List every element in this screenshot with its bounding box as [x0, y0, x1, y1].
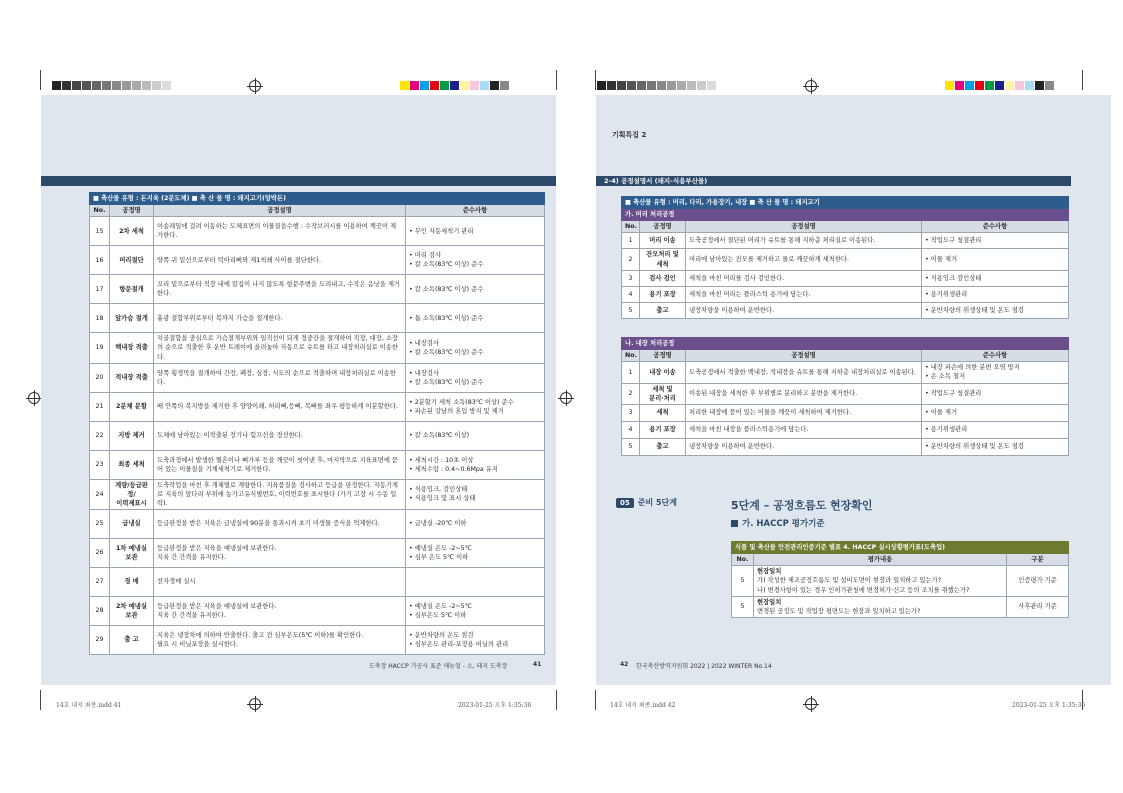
row-number: 24 [90, 479, 110, 509]
process-description: 이송레일에 걸려 이동하는 도체표면의 이물질을수행 : 수작브러시를 이용하여 깨끗이 제거한다. [154, 217, 406, 246]
slug-file-left: 14호 내지 최종.indd 41 [56, 702, 122, 709]
row-number: 20 [90, 363, 110, 392]
row-number: 25 [90, 510, 110, 539]
process-description: 등급판정을 받은 지육은 급냉실에 90분을 통과시켜 초기 미생물 증식을 억제한다. [154, 510, 406, 539]
compliance-items: • 운반차량의 온도 점검 • 심부온도 관리-포장용 비닐의 관리 [406, 626, 545, 655]
table-row [90, 479, 545, 509]
col-header-category: 구분 [1007, 554, 1069, 566]
evaluation-category: 인증평가 기준 [1007, 566, 1069, 596]
row-number: 18 [90, 304, 110, 333]
row-number: 5 [732, 596, 754, 617]
process-description: 도축공정에서 절단된 머리가 슈트를 통해 지하층 처리실로 이송된다. [686, 233, 922, 249]
col-header-content: 평가내용 [754, 554, 1007, 566]
row-number: 17 [90, 275, 110, 304]
process-description: 도축작업을 마친 후 개체별로 계량한다. 지육품질을 검사하고 등급을 판정한다. 자동기계로 지육의 앞다리 부위에 농가고유식별번호, 이력번호를 표시한다 (가기 고장 시 수동 입력). [154, 479, 406, 509]
process-description: 전자경매 실시 [154, 568, 406, 597]
evaluation-title: 현장일치 [757, 598, 782, 606]
process-name: 용기 포장 [640, 421, 686, 438]
row-number: 23 [90, 450, 110, 479]
process-name: 지방 제거 [110, 421, 154, 450]
table-row [90, 333, 545, 363]
step-label: 준비 5단계 [637, 498, 678, 507]
row-number: 3 [622, 270, 640, 286]
col-header-no: No. [732, 554, 754, 566]
row-number: 21 [90, 392, 110, 421]
section-header: 기획특집 2 [612, 131, 647, 139]
table-row [90, 304, 545, 333]
table-caption: 식품 및 축산물 안전관리인증기준 별표 4. HACCP 실시상황평가표(도축업) [732, 542, 1069, 554]
evaluation-table [731, 541, 1069, 618]
step-number: 05 [616, 498, 634, 508]
table-caption-row [732, 542, 1069, 554]
process-description: 꼬리 밑으로부터 직장 내에 칼집이 나지 않도록 항문주변을 도려내고, 수작은 음낭을 제거한다. [154, 275, 406, 304]
crop-mark [40, 690, 41, 710]
process-description: 세척을 마친 머리는 플라스틱 용기에 담는다. [686, 286, 922, 302]
row-number: 15 [90, 217, 110, 246]
compliance-items: • 내장 파손에 의한 분변 오염 방지 • 손 소독 철저 [922, 362, 1069, 383]
square-bullet-icon [731, 520, 738, 527]
table-caption: ■ 축산물 유형 : 머리, 다리, 가용장기, 내장 ■ 축 산 물 명 : 돼지고기 [622, 197, 1069, 209]
process-description: 도체에 남아있는 이작출된 장기나 힘프선을 정선한다. [154, 421, 406, 450]
color-bar-left-cmyk [400, 81, 509, 90]
compliance-items: • 운반차량의 위생상태 및 온도 점검 [922, 438, 1069, 455]
right-page [596, 95, 1111, 685]
process-name: 백내장 적출 [110, 333, 154, 363]
compliance-items: • 칼 소독(83℃ 이상) [406, 421, 545, 450]
table-row [622, 362, 1069, 383]
col-header-name: 공정명 [640, 350, 686, 362]
table-row [90, 539, 545, 568]
color-bar-right-cmyk [945, 81, 1054, 90]
table-section-row [622, 209, 1069, 221]
evaluation-content [754, 566, 1007, 596]
compliance-items: • 무인 자동세척기 관리 [406, 217, 545, 246]
row-number: 16 [90, 246, 110, 275]
color-bar-right-gray [597, 81, 716, 90]
row-number: 1 [622, 362, 640, 383]
process-description: 등급판정을 받은 지육을 예냉실에 보관한다. 지육 간 간격을 유지한다. [154, 539, 406, 568]
process-name: 1차 예냉실 보관 [110, 539, 154, 568]
compliance-items: • 운반차량의 위생상태 및 온도 점검 [922, 302, 1069, 318]
compliance-items: • 이물 제거 [922, 249, 1069, 270]
crop-mark [556, 690, 557, 710]
compliance-items: • 작업도구 청결관리 [922, 383, 1069, 404]
col-header-desc: 공정설명 [686, 350, 922, 362]
process-name: 항문절개 [110, 275, 154, 304]
process-name: 2차 예냉실 보관 [110, 597, 154, 626]
compliance-items: • 톱 소독(83℃ 이상) 준수 [406, 304, 545, 333]
compliance-items: • 내장검사 • 칼 소독(83℃ 이상) 준수 [406, 363, 545, 392]
process-description: 처리한 내장에 묻어 있는 이물을 깨끗이 세척하여 제거한다. [686, 404, 922, 421]
col-header-no: No. [90, 205, 110, 217]
left-page [41, 95, 556, 685]
col-header-desc: 공정설명 [154, 205, 406, 217]
crop-mark [595, 690, 596, 710]
row-number: 5 [622, 302, 640, 318]
col-header-no: No. [622, 221, 640, 233]
table-row [90, 626, 545, 655]
table-row [622, 302, 1069, 318]
compliance-items: • 세척시간 : 10초 이상 • 세척수압 : 0.4~0.6Mpa 유지 [406, 450, 545, 479]
row-number: 27 [90, 568, 110, 597]
row-number: 2 [622, 249, 640, 270]
process-name: 출 고 [110, 626, 154, 655]
col-header-desc: 공정설명 [686, 221, 922, 233]
registration-mark-icon [560, 392, 572, 404]
process-name: 검사 검인 [640, 270, 686, 286]
folio-text: 한국축산방역지원회 2022 | 2022 WINTER No.14 [636, 663, 772, 670]
table-caption-row [90, 193, 545, 205]
process-name: 앞가슴 절개 [110, 304, 154, 333]
process-description: 도축과정에서 발생한 혈흔이나 뼈가루 등을 깨끗이 씻어낸 후, 마지막으로 지육표면에 묻어 있는 이물질을 기계세척기로 제거한다. [154, 450, 406, 479]
table-section-row [622, 338, 1069, 350]
process-description: 배 안쪽의 복지방을 제거한 후 양양이쇄, 허리뼈,등뼈, 목뼈를 좌우 평등하게 이분할한다. [154, 392, 406, 421]
slug-date-left: 2023-01-25 오후 1:35:36 [458, 702, 532, 709]
row-number: 5 [732, 566, 754, 596]
process-table-left [89, 192, 545, 655]
process-name: 출고 [640, 302, 686, 318]
crop-mark [556, 70, 557, 90]
process-name: 용기 포장 [640, 286, 686, 302]
process-name: 세척 [640, 404, 686, 421]
table-row [732, 596, 1069, 617]
row-number: 4 [622, 286, 640, 302]
left-header-band [41, 176, 556, 186]
color-bar-left-gray [52, 81, 171, 90]
table-row [622, 286, 1069, 302]
table-caption-row [622, 197, 1069, 209]
crop-mark [595, 70, 596, 90]
row-number: 22 [90, 421, 110, 450]
process-name: 최종 세척 [110, 450, 154, 479]
compliance-items: • 이물 제거 [922, 404, 1069, 421]
step-title: 5단계 – 공정흐름도 현장확인 [731, 499, 873, 512]
page-number: 41 [533, 661, 542, 668]
registration-mark-icon [805, 80, 817, 92]
step-subtitle-text: 가. HACCP 평가기준 [742, 519, 825, 529]
process-description: 양쪽 횡경막을 절개하여 간장, 폐장, 심장, 식도의 순으로 적출하며 내장처리실로 이송한다. [154, 363, 406, 392]
process-description: 지육은 냉장차에 의하여 반출한다. 출고 전 심부온도(5℃ 이하)를 확인한다. 필요 시 비닐포장을 실시한다. [154, 626, 406, 655]
evaluation-category: 사후관리 기준 [1007, 596, 1069, 617]
table-row [732, 566, 1069, 596]
process-table-viscera [621, 337, 1069, 456]
section-band: 2-4) 공정설명서 (돼지-식용부산물) [596, 176, 1071, 186]
process-name: 2분체 분할 [110, 392, 154, 421]
table-row [90, 363, 545, 392]
compliance-items: • 2분할기 세척 소독(83℃ 이상) 준수 • 파손된 강날의 혼입 방지 및 제거 [406, 392, 545, 421]
process-description: 도축공정에서 적출한 백내장, 적내장을 슈트를 통해 지하층 내장처리실로 이송된다. [686, 362, 922, 383]
row-number: 1 [622, 233, 640, 249]
table-row [90, 421, 545, 450]
slug-file-right: 14호 내지 최종.indd 42 [610, 702, 676, 709]
process-name: 급냉실 [110, 510, 154, 539]
row-number: 2 [622, 383, 640, 404]
row-number: 5 [622, 438, 640, 455]
registration-mark-icon [805, 698, 817, 710]
process-description: 치골결합을 중심으로 가슴절개부위와 일직선이 되게 정중간을 절개하여 직장, 대장, 소장의 순으로 적출한 후 운반 트레이에 올려놓아 자동으로 슈트를 타고 내장처리실로 이송한다. [154, 333, 406, 363]
row-number: 28 [90, 597, 110, 626]
table-row [622, 270, 1069, 286]
process-name: 출고 [640, 438, 686, 455]
crop-mark [40, 70, 41, 90]
table-row [622, 421, 1069, 438]
col-header-req: 준수사항 [922, 350, 1069, 362]
table-header-row [622, 350, 1069, 362]
compliance-items: • 작업도구 청결관리 [922, 233, 1069, 249]
col-header-name: 공정명 [640, 221, 686, 233]
process-description: 냉장차량을 이용하여 운반한다. [686, 302, 922, 318]
registration-mark-icon [249, 698, 261, 710]
registration-mark-icon [28, 392, 40, 404]
process-description: 등급판정을 받은 지육을 예냉실에 보관한다. 지육 간 간격을 유지한다. [154, 597, 406, 626]
col-header-req: 준수사항 [406, 205, 545, 217]
compliance-items: • 머리 검사 • 칼 소독(83℃ 이상) 준수 [406, 246, 545, 275]
table-row [622, 249, 1069, 270]
crop-mark [1082, 70, 1083, 90]
col-header-name: 공정명 [110, 205, 154, 217]
table-row [90, 392, 545, 421]
evaluation-line: 변경된 공정도 및 작업장 평면도는 현장과 일치하고 있는가? [757, 607, 921, 615]
step-subtitle [731, 517, 825, 529]
evaluation-content [754, 596, 1007, 617]
table-row [90, 246, 545, 275]
process-name: 세척 및 분리·처리 [640, 383, 686, 404]
compliance-items: • 용기위생관리 [922, 421, 1069, 438]
process-name: 잔모처리 및 세척 [640, 249, 686, 270]
registration-mark-icon [249, 80, 261, 92]
table-row [622, 233, 1069, 249]
table-header-row [732, 554, 1069, 566]
step-badge [616, 497, 677, 508]
compliance-items: • 칼 소독(83℃ 이상) 준수 [406, 275, 545, 304]
process-name: 경 매 [110, 568, 154, 597]
table-section-title: 가. 머리 처리공정 [622, 209, 1069, 221]
table-row [90, 275, 545, 304]
compliance-items: • 용기위생관리 [922, 286, 1069, 302]
row-number: 26 [90, 539, 110, 568]
process-name: 계량/등급판정/ 이력제표시 [110, 479, 154, 509]
process-name: 내장 이송 [640, 362, 686, 383]
compliance-items: • 식용잉크, 검인상태 • 식용잉크 및 표시 상태 [406, 479, 545, 509]
row-number: 19 [90, 333, 110, 363]
table-row [622, 404, 1069, 421]
col-header-req: 준수사항 [922, 221, 1069, 233]
table-row [90, 510, 545, 539]
page-number: 42 [620, 661, 629, 668]
table-header-row [90, 205, 545, 217]
process-name: 머리절단 [110, 246, 154, 275]
process-name: 머리 이송 [640, 233, 686, 249]
table-row [90, 568, 545, 597]
col-header-no: No. [622, 350, 640, 362]
table-header-row [622, 221, 1069, 233]
process-table-head [621, 196, 1069, 319]
table-section-title: 나. 내장 처리공정 [622, 338, 1069, 350]
slug-date-right: 2023-01-25 오후 1:35:36 [1012, 702, 1086, 709]
compliance-items: • 내장검사 • 칼 소독(83℃ 이상) 준수 [406, 333, 545, 363]
process-description: 이송된 내장을 세척한 후 부위별로 분리하고 분변을 제거한다. [686, 383, 922, 404]
compliance-items: • 식용잉크 검인상태 [922, 270, 1069, 286]
table-caption: ■ 축산물 유형 : 돈지육 (2분도체) ■ 축 산 물 명 : 돼지고기(탕박돈) [90, 193, 545, 205]
table-row [90, 450, 545, 479]
process-description: 냉장차량을 이용하여 운반한다. [686, 438, 922, 455]
row-number: 3 [622, 404, 640, 421]
row-number: 4 [622, 421, 640, 438]
table-row [622, 383, 1069, 404]
compliance-items [406, 568, 545, 597]
process-name: 2차 세척 [110, 217, 154, 246]
compliance-items: • 급냉실 -20℃ 이하 [406, 510, 545, 539]
table-row [90, 217, 545, 246]
compliance-items: • 예냉실 온도 -2~5℃ • 심부 온도 5℃ 이하 [406, 539, 545, 568]
process-description: 세척을 마친 내장을 플라스틱용기에 담는다. [686, 421, 922, 438]
process-description: 흉광 결합부위로부터 복까지 가슴을 절개한다. [154, 304, 406, 333]
process-name: 적내장 적출 [110, 363, 154, 392]
row-number: 29 [90, 626, 110, 655]
table-row [90, 597, 545, 626]
process-description: 양쪽 귀 밑선으로부터 턱아리뼈와 제1척쇄 사이를 절단한다. [154, 246, 406, 275]
evaluation-line: 나) 변경사항이 있는 경우 인허가관청에 변경허가·신고 등의 조치를 취했는가? [757, 586, 970, 594]
evaluation-title: 현장일치 [757, 568, 782, 576]
process-description: 머리에 남아있는 잔모를 제거하고 물로 깨끗하게 세척한다. [686, 249, 922, 270]
folio-text: 도축장 HACCP 가공사 표준 매뉴얼 - 소, 돼지 도축장 [369, 663, 508, 670]
process-description: 세척을 마친 머리를 검사 검인한다. [686, 270, 922, 286]
evaluation-line: 가) 작성한 제조공정흐름도 및 설비도면이 현장과 일치하고 있는가? [757, 577, 942, 585]
table-row [622, 438, 1069, 455]
compliance-items: • 예냉실 온도 -2~5℃ • 심부온도 5℃ 이하 [406, 597, 545, 626]
